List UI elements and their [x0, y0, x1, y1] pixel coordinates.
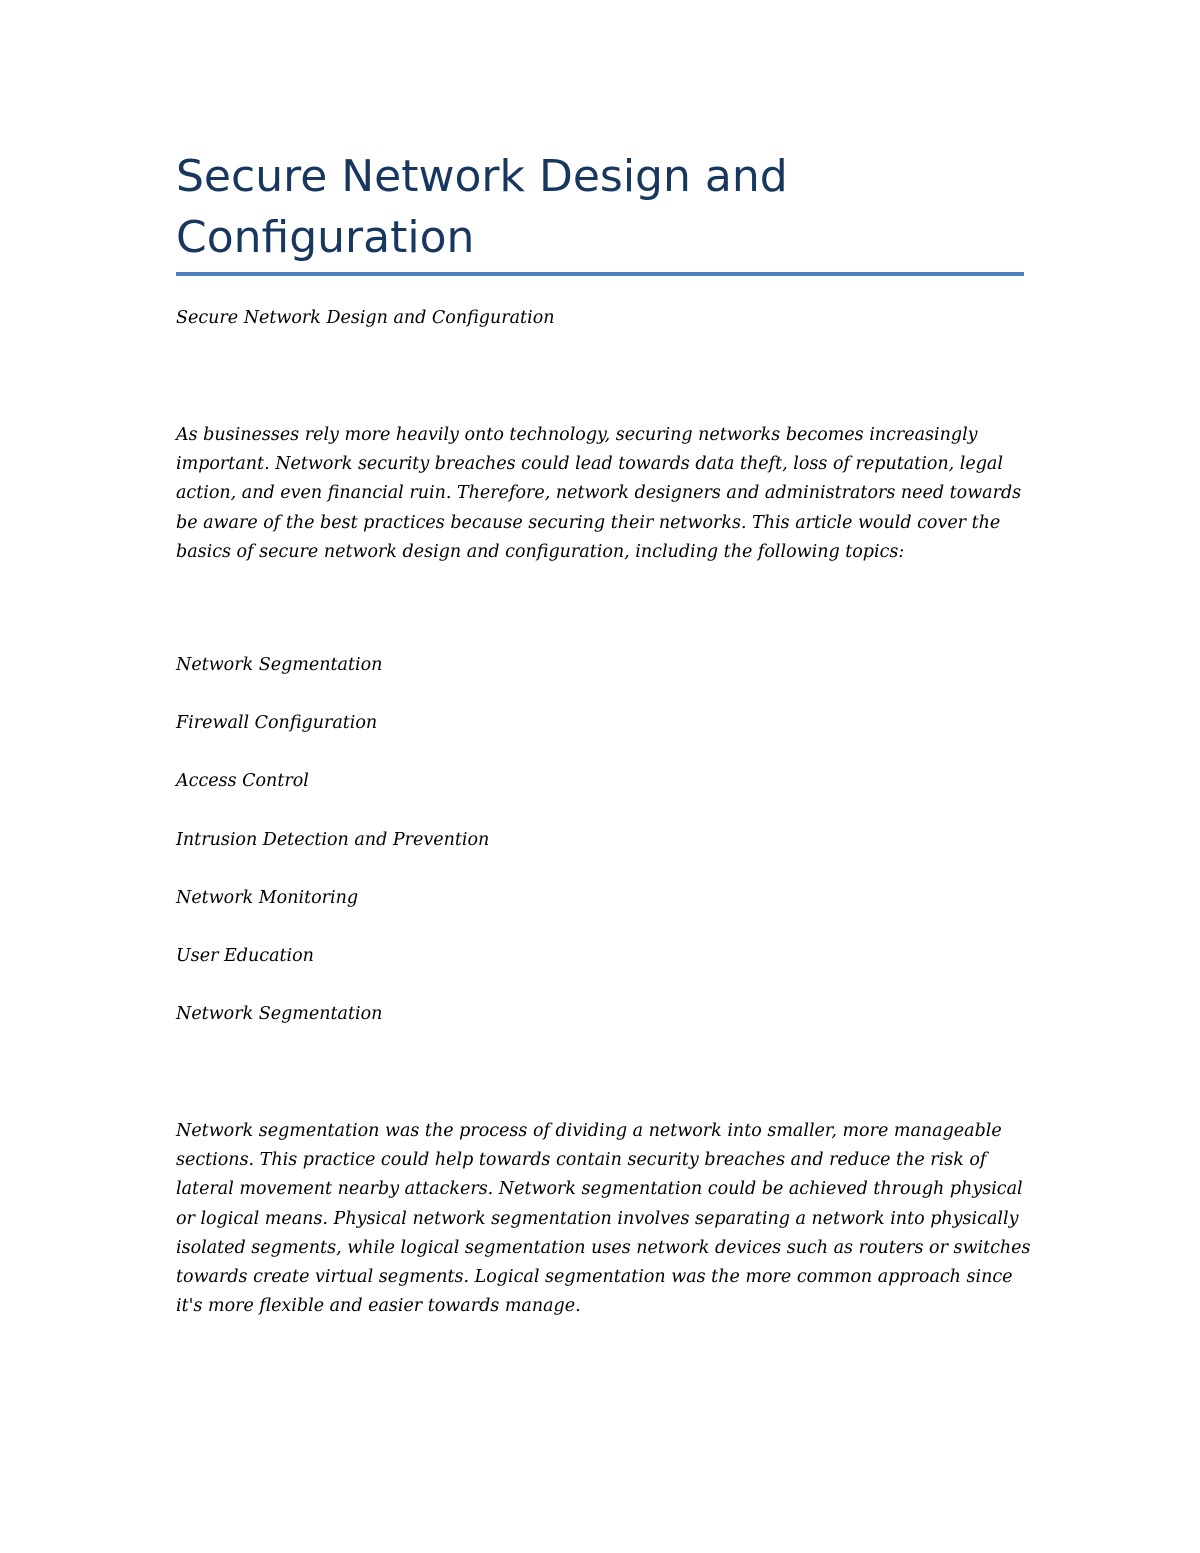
section-heading-network-segmentation: Network Segmentation [176, 1004, 383, 1024]
segmentation-line: lateral movement nearby attackers. Network segmentation could be achieved through physical [176, 1179, 1023, 1200]
topic-item: Firewall Configuration [176, 713, 378, 733]
segmentation-line: or logical means. Physical network segmentation involves separating a network into physically [176, 1208, 1019, 1229]
title-underline-rule [176, 272, 1024, 276]
segmentation-line: sections. This practice could help towards contain security breaches and reduce the risk of [176, 1150, 987, 1171]
segmentation-line: it's more flexible and easier towards manage. [176, 1296, 581, 1317]
title-line-1: Secure Network Design and [176, 151, 788, 202]
topic-item: Intrusion Detection and Prevention [176, 830, 490, 850]
segmentation-line: towards create virtual segments. Logical segmentation was the more common approach since [176, 1267, 1013, 1288]
segmentation-line: Network segmentation was the process of dividing a network into smaller, more manageable [176, 1121, 1002, 1141]
intro-line: important. Network security breaches could lead towards data theft, loss of reputation, legal [176, 454, 1003, 475]
intro-paragraph [176, 421, 1026, 567]
document-subtitle: Secure Network Design and Configuration [176, 308, 555, 328]
segmentation-line: isolated segments, while logical segmentation uses network devices such as routers or switches [176, 1237, 1031, 1258]
topic-item: User Education [176, 946, 314, 966]
title-line-2: Configuration [176, 212, 475, 263]
intro-line: basics of secure network design and configuration, including the following topics: [176, 541, 905, 562]
intro-line: be aware of the best practices because securing their networks. This article would cover the [176, 512, 1001, 533]
topic-item: Network Segmentation [176, 655, 383, 675]
topic-item: Access Control [176, 771, 309, 791]
topic-item: Network Monitoring [176, 888, 359, 908]
intro-line: As businesses rely more heavily onto technology, securing networks becomes increasingly [176, 425, 978, 445]
intro-line: action, and even financial ruin. Therefore, network designers and administrators need towards [176, 483, 1022, 504]
document-title [176, 146, 1026, 268]
segmentation-paragraph [176, 1117, 1031, 1321]
